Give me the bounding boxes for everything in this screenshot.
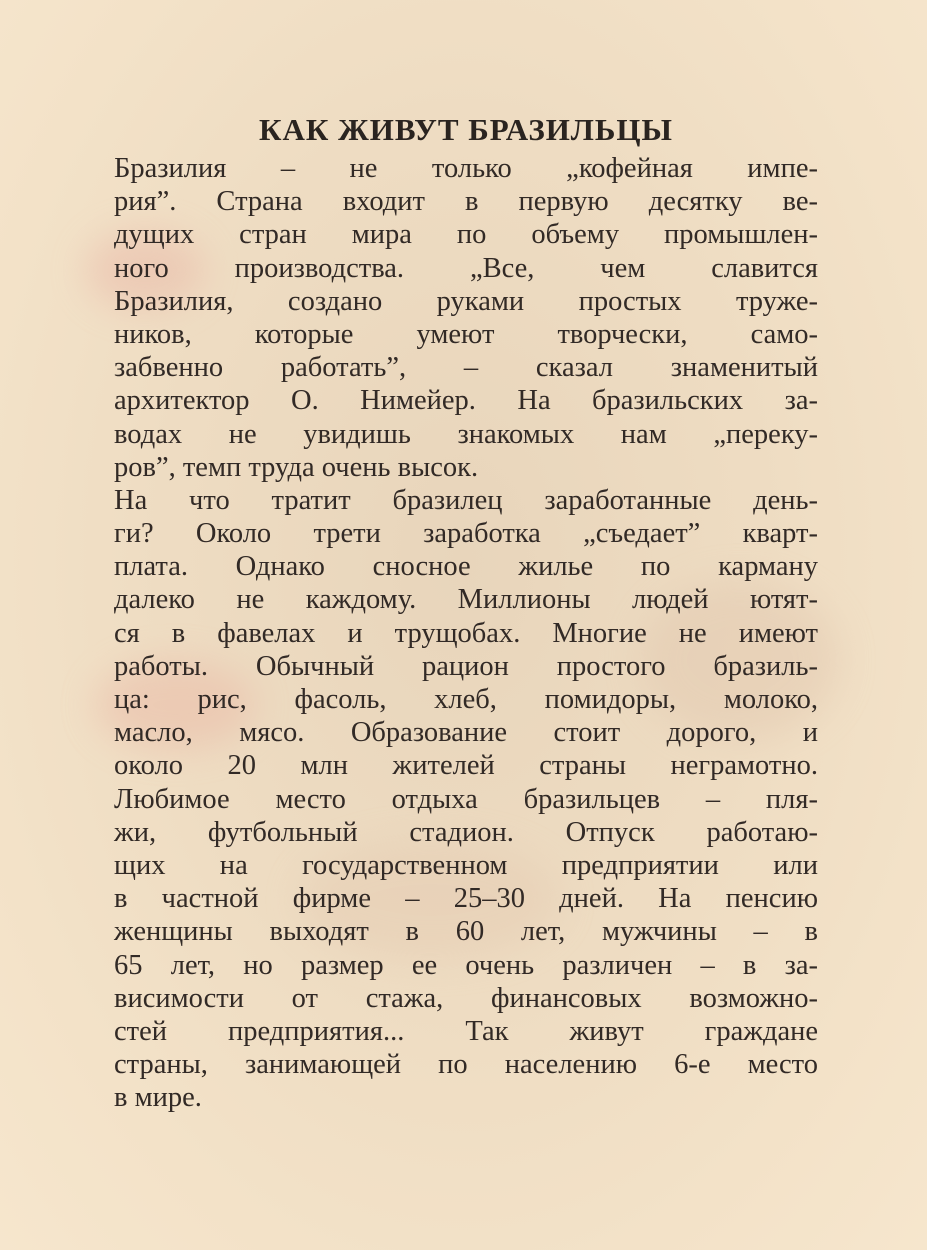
- text-line: женщины выходят в 60 лет, мужчины – в: [114, 916, 818, 948]
- text-line: далеко не каждому. Миллионы людей ютят-: [114, 584, 818, 616]
- text-line: Любимое место отдыха бразильцев – пля-: [114, 783, 818, 815]
- text-line: Бразилия, создано руками простых труже-: [114, 285, 818, 317]
- text-line: дущих стран мира по объему промышлен-: [114, 219, 818, 251]
- text-line: в частной фирме – 25–30 дней. На пенсию: [114, 883, 818, 915]
- text-line: ги? Около трети заработка „съедает” кварт-: [114, 518, 818, 550]
- text-line: архитектор О. Нимейер. На бразильских за-: [114, 385, 818, 417]
- text-line: около 20 млн жителей страны неграмотно.: [114, 750, 818, 782]
- text-line: На что тратит бразилец заработанные день-: [114, 484, 818, 516]
- text-line: ников, которые умеют творчески, само-: [114, 318, 818, 350]
- text-line: стей предприятия... Так живут граждане: [114, 1015, 818, 1047]
- paragraph-1: [114, 152, 818, 484]
- text-line: забвенно работать”, – сказал знаменитый: [114, 352, 818, 384]
- text-line: ца: рис, фасоль, хлеб, помидоры, молоко,: [114, 684, 818, 715]
- text-line: ся в фавелах и трущобах. Многие не имеют: [114, 617, 818, 649]
- text-line: ного производства. „Все, чем славится: [114, 252, 818, 284]
- text-line: ров”, темп труда очень высок.: [114, 451, 479, 483]
- text-line: водах не увидишь знакомых нам „переку-: [114, 418, 818, 450]
- text-line: в мире.: [114, 1082, 202, 1114]
- text-line: работы. Обычный рацион простого бразиль-: [114, 650, 818, 682]
- paragraph-2: [114, 484, 818, 1115]
- article-title: КАК ЖИВУТ БРАЗИЛЬЦЫ: [259, 112, 673, 147]
- text-line: масло, мясо. Образование стоит дорого, и: [114, 717, 818, 749]
- text-line: Бразилия – не только „кофейная импе-: [114, 153, 818, 184]
- text-line: щих на государственном предприятии или: [114, 849, 818, 881]
- text-line: плата. Однако сносное жилье по карману: [114, 551, 818, 583]
- text-line: 65 лет, но размер ее очень различен – в за-: [114, 949, 818, 981]
- text-line: висимости от стажа, финансовых возможно-: [114, 982, 818, 1014]
- text-line: страны, занимающей по населению 6-е место: [114, 1049, 818, 1081]
- text-line: жи, футбольный стадион. Отпуск работаю-: [114, 816, 818, 848]
- article: [114, 110, 818, 1114]
- text-line: рия”. Страна входит в первую десятку ве-: [114, 186, 818, 218]
